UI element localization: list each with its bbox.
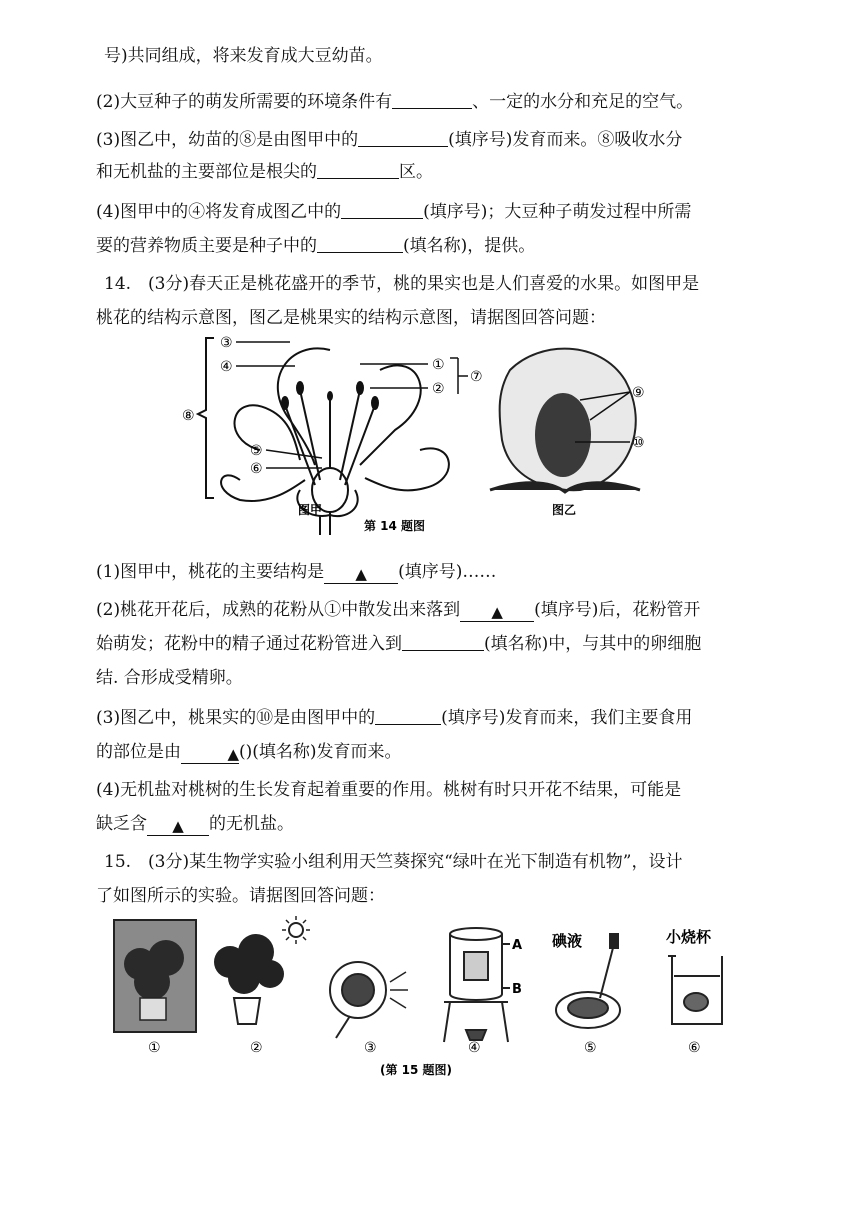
label-9: ⑨ bbox=[632, 385, 645, 401]
label-1: ① bbox=[432, 357, 445, 373]
q14-p2-text-a: (2)桃花开花后，成熟的花粉从①中散发出来落到 bbox=[96, 600, 461, 620]
q14-part3 bbox=[96, 706, 692, 730]
q14-p2-text-c: 始萌发；花粉中的精子通过花粉管进入到 bbox=[96, 634, 402, 654]
q13-p3-text-a: (3)图乙中，幼苗的⑧是由图甲中的 bbox=[96, 130, 359, 150]
label-10: ⑩ bbox=[632, 435, 645, 451]
step6-beaker bbox=[668, 956, 722, 1024]
q14-part4-cont bbox=[96, 812, 294, 836]
q14-part2-end: 结. 合形成受精卵。 bbox=[96, 668, 243, 688]
q14-figure bbox=[180, 330, 670, 535]
step1-dark-plant bbox=[114, 920, 196, 1032]
step3-leaf bbox=[330, 962, 408, 1038]
q14-part2-cont bbox=[96, 632, 701, 656]
q13-part3-cont bbox=[96, 160, 433, 184]
q13-p4-text-c: 要的营养物质主要是种子中的 bbox=[96, 236, 317, 256]
q13-line1: 号)共同组成，将来发育成大豆幼苗。 bbox=[104, 46, 383, 66]
q13-p4-text-b: (填序号)；大豆种子萌发过程中所需 bbox=[423, 202, 692, 222]
q13-part4 bbox=[96, 200, 691, 224]
q14-p2-blank1[interactable]: ▲ bbox=[460, 603, 534, 622]
peach-flower-illustration bbox=[221, 348, 449, 535]
q14-p3-blank1[interactable] bbox=[375, 706, 441, 725]
q13-part2 bbox=[96, 90, 693, 114]
q13-p2-text-b: 、一定的水分和充足的空气。 bbox=[472, 92, 694, 112]
q14-p3-text-a: (3)图乙中，桃果实的⑩是由图甲中的 bbox=[96, 708, 376, 728]
step-label-5: ⑤ bbox=[584, 1040, 597, 1056]
label-iodine: 碘液 bbox=[552, 932, 583, 950]
q14-p2-text-b: (填序号)后，花粉管开 bbox=[534, 600, 701, 620]
q14-intro-cont: 桃花的结构示意图，图乙是桃果实的结构示意图，请据图回答问题： bbox=[96, 308, 606, 328]
label-2: ② bbox=[432, 381, 445, 397]
q14-intro: 14. (3分)春天正是桃花盛开的季节，桃的果实也是人们喜爱的水果。如图甲是 bbox=[104, 274, 700, 294]
q14-p3-text-d: ()(填名称)发育而来。 bbox=[239, 742, 402, 762]
q13-p3-text-b: (填序号)发育而来。⑧吸收水分 bbox=[448, 130, 683, 150]
q14-p4-text-c: 的无机盐。 bbox=[209, 814, 294, 834]
q14-p3-text-c: 的部位是由 bbox=[96, 742, 181, 762]
q13-p4-text-a: (4)图甲中的④将发育成图乙中的 bbox=[96, 202, 342, 222]
peach-fruit-illustration bbox=[490, 349, 640, 492]
step-label-2: ② bbox=[250, 1040, 263, 1056]
label-6: ⑥ bbox=[250, 461, 263, 477]
q14-p4-blank[interactable]: ▲ bbox=[147, 817, 209, 836]
label-3: ③ bbox=[220, 335, 233, 351]
q13-p2-text-a: (2)大豆种子的萌发所需要的环境条件有 bbox=[96, 92, 393, 112]
q13-p3-blank1[interactable] bbox=[358, 128, 448, 147]
q13-p4-text-d: (填名称)，提供。 bbox=[403, 236, 536, 256]
q14-p3-blank2[interactable]: ▲ bbox=[181, 745, 239, 764]
label-8: ⑧ bbox=[182, 408, 195, 424]
caption-yi: 图乙 bbox=[552, 503, 577, 517]
label-b: B bbox=[512, 982, 522, 997]
q13-p4-blank1[interactable] bbox=[341, 200, 423, 219]
q13-part4-cont bbox=[96, 234, 535, 258]
q14-part3-cont bbox=[96, 740, 402, 764]
q14-p2-text-d: (填名称)中，与其中的卵细胞 bbox=[484, 634, 702, 654]
bracket bbox=[198, 338, 214, 498]
label-5: ⑤ bbox=[250, 443, 263, 459]
caption-jia: 图甲 bbox=[298, 503, 323, 517]
label-4: ④ bbox=[220, 359, 233, 375]
label-7: ⑦ bbox=[470, 369, 483, 385]
step-label-4: ④ bbox=[468, 1040, 481, 1056]
step-label-6: ⑥ bbox=[688, 1040, 701, 1056]
step4-water-bath bbox=[444, 928, 510, 1042]
caption-fig15: (第 15 题图) bbox=[380, 1063, 453, 1077]
q13-p3-text-c: 和无机盐的主要部位是根尖的 bbox=[96, 162, 317, 182]
q13-p2-blank[interactable] bbox=[392, 90, 472, 109]
label-beaker: 小烧杯 bbox=[666, 928, 712, 946]
step2-plant-in-sun bbox=[214, 916, 310, 1024]
label-a: A bbox=[512, 938, 523, 953]
q14-part2 bbox=[96, 598, 700, 622]
caption-fig14: 第 14 题图 bbox=[364, 519, 426, 533]
q14-p1-blank[interactable]: ▲ bbox=[324, 565, 398, 584]
q15-figure bbox=[110, 912, 730, 1082]
q15-intro-cont: 了如图所示的实验。请据图回答问题： bbox=[96, 886, 385, 906]
q14-part4: (4)无机盐对桃树的生长发育起着重要的作用。桃树有时只开花不结果，可能是 bbox=[96, 780, 682, 800]
step-label-3: ③ bbox=[364, 1040, 377, 1056]
step-label-1: ① bbox=[148, 1040, 161, 1056]
q14-p1-text-a: (1)图甲中，桃花的主要结构是 bbox=[96, 562, 325, 582]
q14-p3-text-b: (填序号)发育而来，我们主要食用 bbox=[441, 708, 693, 728]
q14-part1 bbox=[96, 560, 496, 584]
q14-p4-text-b: 缺乏含 bbox=[96, 814, 147, 834]
q15-intro: 15. (3分)某生物学实验小组利用天竺葵探究“绿叶在光下制造有机物”，设计 bbox=[104, 852, 683, 872]
q13-part3 bbox=[96, 128, 682, 152]
q13-p4-blank2[interactable] bbox=[317, 234, 403, 253]
q13-p3-text-d: 区。 bbox=[399, 162, 433, 182]
q13-p3-blank2[interactable] bbox=[317, 160, 399, 179]
q14-p1-text-b: (填序号)…… bbox=[398, 562, 497, 582]
q14-p2-blank2[interactable] bbox=[402, 632, 484, 651]
